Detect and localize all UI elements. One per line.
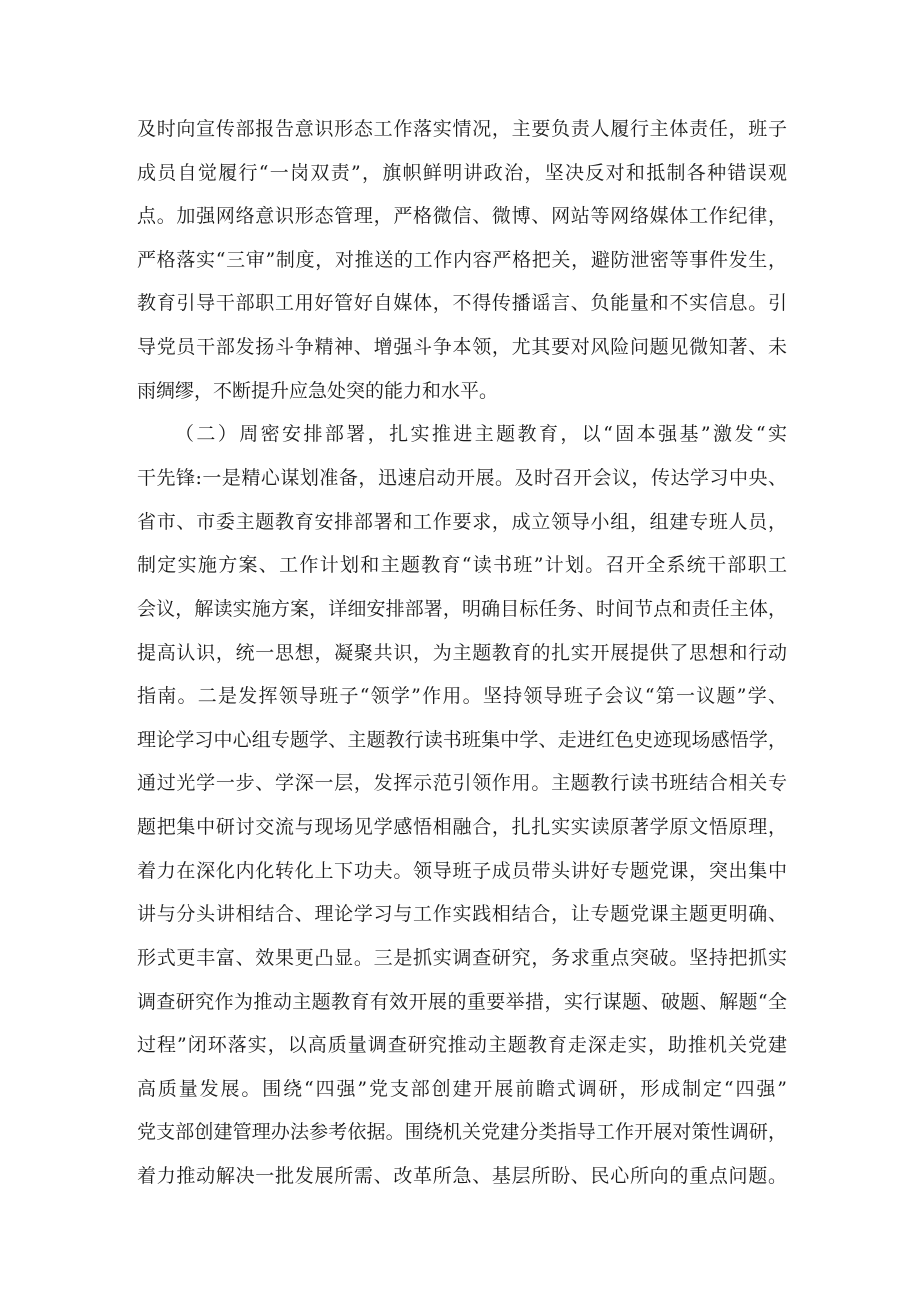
paragraph-line: 讲与分头讲相结合、理论学习与工作实践相结合，让专题党课主题更明确、 xyxy=(137,903,787,925)
paragraph-line: 指南。二是发挥领导班子“领学”作用。坚持领导班子会议“第一议题”学、 xyxy=(137,685,787,707)
paragraph-line: 导党员干部发扬斗争精神、增强斗争本领，尤其要对风险问题见微知著、未 xyxy=(137,336,787,358)
paragraph-line: 着力在深化内化转化上下功夫。领导班子成员带头讲好专题党课，突出集中 xyxy=(137,860,787,882)
paragraph-line: 调查研究作为推动主题教育有效开展的重要举措，实行谋题、破题、解题“全 xyxy=(137,991,787,1013)
paragraph-line: 干先锋:一是精心谋划准备，迅速启动开展。及时召开会议，传达学习中央、 xyxy=(137,467,787,489)
paragraph-line: 省市、市委主题教育安排部署和工作要求，成立领导小组，组建专班人员， xyxy=(137,511,787,533)
paragraph-line: 着力推动解决一批发展所需、改革所急、基层所盼、民心所向的重点问题。 xyxy=(137,1165,787,1187)
paragraph-line: 高质量发展。围绕“四强”党支部创建开展前瞻式调研，形成制定“四强” xyxy=(137,1078,787,1100)
paragraph-line: 雨绸缪，不断提升应急处突的能力和水平。 xyxy=(137,380,499,402)
paragraph-line: 形式更丰富、效果更凸显。三是抓实调查研究，务求重点突破。坚持把抓实 xyxy=(137,947,787,969)
paragraph-line: 会议，解读实施方案，详细安排部署，明确目标任务、时间节点和责任主体， xyxy=(137,598,787,620)
section-heading-line: （二）周密安排部署，扎实推进主题教育，以“固本强基”激发“实 xyxy=(175,423,787,445)
paragraph-line: 党支部创建管理办法参考依据。围绕机关党建分类指导工作开展对策性调研， xyxy=(137,1121,787,1143)
paragraph-line: 提高认识，统一思想，凝聚共识，为主题教育的扎实开展提供了思想和行动 xyxy=(137,642,787,664)
paragraph-line: 理论学习中心组专题学、主题教行读书班集中学、走进红色史迹现场感悟学， xyxy=(137,729,787,751)
paragraph-line: 题把集中研讨交流与现场见学感悟相融合，扎扎实实读原著学原文悟原理， xyxy=(137,816,787,838)
paragraph-line: 通过光学一步、学深一层，发挥示范引领作用。主题教行读书班结合相关专 xyxy=(137,772,787,794)
paragraph-line: 严格落实“三审”制度，对推送的工作内容严格把关，避防泄密等事件发生， xyxy=(137,249,787,271)
paragraph-line: 点。加强网络意识形态管理，严格微信、微博、网站等网络媒体工作纪律， xyxy=(137,205,787,227)
paragraph-line: 过程”闭环落实，以高质量调查研究推动主题教育走深走实，助推机关党建 xyxy=(137,1034,787,1056)
paragraph-line: 成员自觉履行“一岗双责”，旗帜鲜明讲政治，坚决反对和抵制各种错误观 xyxy=(137,162,787,184)
paragraph-line: 制定实施方案、工作计划和主题教育“读书班”计划。召开全系统干部职工 xyxy=(137,554,787,576)
paragraph-line: 及时向宣传部报告意识形态工作落实情况，主要负责人履行主体责任，班子 xyxy=(137,118,787,140)
paragraph-line: 教育引导干部职工用好管好自媒体，不得传播谣言、负能量和不实信息。引 xyxy=(137,292,787,314)
